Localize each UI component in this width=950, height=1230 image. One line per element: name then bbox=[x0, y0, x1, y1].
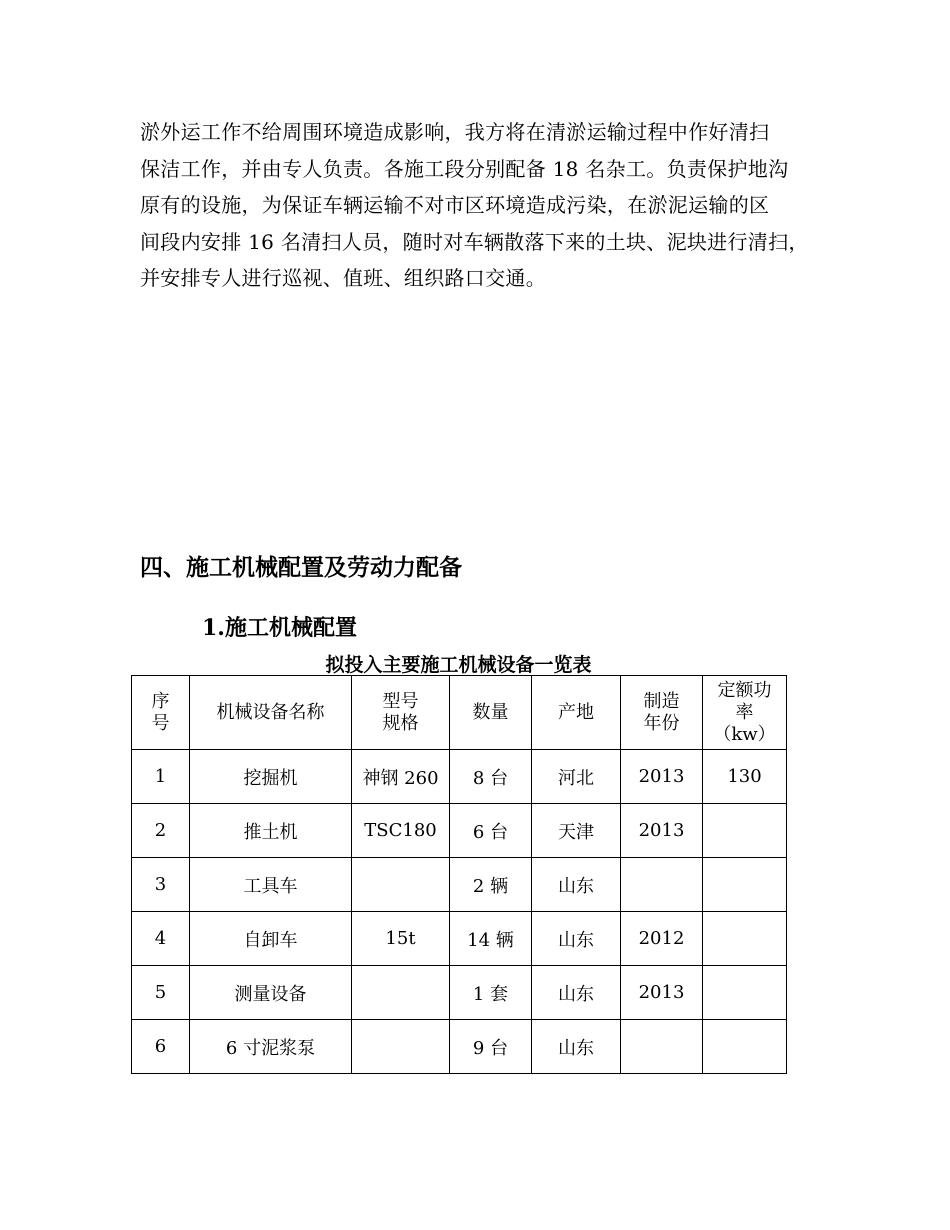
cell-model bbox=[352, 858, 450, 912]
cell-quantity: 1 套 bbox=[450, 966, 532, 1020]
table-row bbox=[132, 912, 787, 966]
cell-year: 2012 bbox=[621, 912, 703, 966]
paragraph-line-4: 间段内安排 16 名清扫人员，随时对车辆散落下来的土块、泥块进行清扫， bbox=[140, 229, 809, 254]
cell-origin: 山东 bbox=[532, 858, 621, 912]
equipment-table bbox=[131, 675, 787, 1074]
cell-year: 2013 bbox=[621, 750, 703, 804]
intro-paragraph bbox=[140, 114, 840, 297]
cell-origin: 山东 bbox=[532, 912, 621, 966]
header-cell-name: 机械设备名称 bbox=[190, 676, 352, 750]
cell-origin: 天津 bbox=[532, 804, 621, 858]
header-cell-index: 序 号 bbox=[132, 676, 190, 750]
cell-model: 15t bbox=[352, 912, 450, 966]
cell-model: TSC180 bbox=[352, 804, 450, 858]
table-row bbox=[132, 966, 787, 1020]
cell-index: 6 bbox=[132, 1020, 190, 1074]
cell-name: 测量设备 bbox=[190, 966, 352, 1020]
table-row bbox=[132, 750, 787, 804]
table-row bbox=[132, 858, 787, 912]
cell-quantity: 14 辆 bbox=[450, 912, 532, 966]
paragraph-line-1: 淤外运工作不给周围环境造成影响，我方将在清淤运输过程中作好清扫 bbox=[140, 120, 770, 144]
cell-power bbox=[703, 858, 787, 912]
cell-index: 4 bbox=[132, 912, 190, 966]
header-cell-year: 制造 年份 bbox=[621, 676, 703, 750]
cell-name: 推土机 bbox=[190, 804, 352, 858]
cell-year: 2013 bbox=[621, 804, 703, 858]
cell-year bbox=[621, 858, 703, 912]
cell-quantity: 2 辆 bbox=[450, 858, 532, 912]
cell-quantity: 6 台 bbox=[450, 804, 532, 858]
header-cell-origin: 产地 bbox=[532, 676, 621, 750]
cell-index: 2 bbox=[132, 804, 190, 858]
cell-name: 自卸车 bbox=[190, 912, 352, 966]
cell-name: 挖掘机 bbox=[190, 750, 352, 804]
header-cell-quantity: 数量 bbox=[450, 676, 532, 750]
table-row bbox=[132, 1020, 787, 1074]
cell-power bbox=[703, 912, 787, 966]
cell-quantity: 9 台 bbox=[450, 1020, 532, 1074]
cell-power bbox=[703, 1020, 787, 1074]
cell-origin: 山东 bbox=[532, 966, 621, 1020]
subsection-heading: 1.施工机械配置 bbox=[202, 615, 357, 641]
cell-model bbox=[352, 966, 450, 1020]
table-header-row bbox=[132, 676, 787, 750]
header-cell-model: 型号 规格 bbox=[352, 676, 450, 750]
cell-model: 神钢 260 bbox=[352, 750, 450, 804]
cell-origin: 河北 bbox=[532, 750, 621, 804]
cell-power bbox=[703, 804, 787, 858]
cell-name: 6 寸泥浆泵 bbox=[190, 1020, 352, 1074]
cell-power bbox=[703, 966, 787, 1020]
table-caption: 拟投入主要施工机械设备一览表 bbox=[325, 654, 592, 676]
paragraph-line-2: 保洁工作，并由专人负责。各施工段分别配备 18 名杂工。负责保护地沟 bbox=[140, 156, 789, 181]
cell-quantity: 8 台 bbox=[450, 750, 532, 804]
cell-index: 1 bbox=[132, 750, 190, 804]
cell-year: 2013 bbox=[621, 966, 703, 1020]
cell-origin: 山东 bbox=[532, 1020, 621, 1074]
paragraph-line-5: 并安排专人进行巡视、值班、组织路口交通。 bbox=[140, 266, 546, 290]
cell-year bbox=[621, 1020, 703, 1074]
section-heading: 四、施工机械配置及劳动力配备 bbox=[140, 554, 462, 581]
header-cell-power: 定额功 率 （kw） bbox=[703, 676, 787, 750]
table-row bbox=[132, 804, 787, 858]
paragraph-line-3: 原有的设施，为保证车辆运输不对市区环境造成污染，在淤泥运输的区 bbox=[140, 193, 770, 217]
cell-power: 130 bbox=[703, 750, 787, 804]
cell-index: 3 bbox=[132, 858, 190, 912]
cell-index: 5 bbox=[132, 966, 190, 1020]
cell-model bbox=[352, 1020, 450, 1074]
cell-name: 工具车 bbox=[190, 858, 352, 912]
